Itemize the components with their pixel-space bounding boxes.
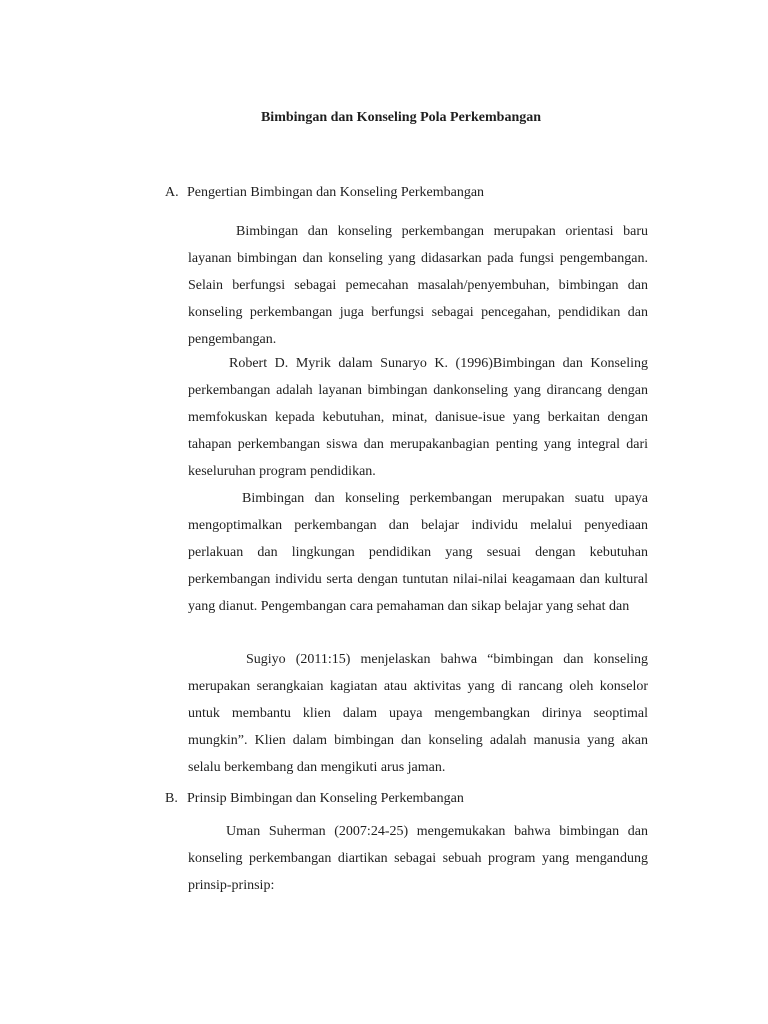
section-a-heading bbox=[165, 183, 484, 203]
section-b-paragraph-1: Uman Suherman (2007:24-25) mengemukakan bahwa bimbingan dan konseling perkembangan diartikan sebagai sebuah program yang mengandung prinsip-prinsip: bbox=[188, 824, 648, 893]
document-title: Bimbingan dan Konseling Pola Perkembangan bbox=[260, 110, 542, 125]
section-a-heading-text: Pengertian Bimbingan dan Konseling Perkembangan bbox=[187, 185, 485, 200]
section-a-letter: A. bbox=[165, 185, 179, 200]
section-a-paragraph-4: Sugiyo (2011:15) menjelaskan bahwa “bimbingan dan konseling merupakan serangkaian kagiatan atau aktivitas yang di rancang oleh konselor untuk membantu klien dalam upaya mengembangkan dirinya seoptimal mungkin”. Klien dalam bimbingan dan konseling adalah manusia yang akan selalu berkembang dan mengikuti arus jaman. bbox=[188, 652, 648, 775]
section-a-paragraph-1: Bimbingan dan konseling perkembangan merupakan orientasi baru layanan bimbingan dan konseling yang didasarkan pada fungsi pengembangan. Selain berfungsi sebagai pemecahan masalah/penyembuhan, bimbingan dan konseling perkembangan juga berfungsi sebagai pencegahan, pendidikan dan pengembangan. bbox=[188, 224, 648, 347]
section-b-letter: B. bbox=[165, 791, 178, 806]
section-b-heading-text: Prinsip Bimbingan dan Konseling Perkembangan bbox=[187, 791, 464, 806]
section-a-paragraph-2: Robert D. Myrik dalam Sunaryo K. (1996)Bimbingan dan Konseling perkembangan adalah layanan bimbingan dankonseling yang dirancang dengan memfokuskan kepada kebutuhan, minat, danisue-isue yang berkaitan dengan tahapan perkembangan siswa dan merupakanbagian penting yang integral dari keseluruhan program pendidikan. bbox=[188, 356, 648, 479]
section-b-heading bbox=[165, 789, 464, 809]
section-a-paragraph-3: Bimbingan dan konseling perkembangan merupakan suatu upaya mengoptimalkan perkembangan dan belajar individu melalui penyediaan perlakuan dan lingkungan pendidikan yang sesuai dengan kebutuhan perkembangan individu serta dengan tuntutan nilai-nilai keagamaan dan kultural yang dianut. Pengembangan cara pemahaman dan sikap belajar yang sehat dan bbox=[188, 491, 648, 614]
